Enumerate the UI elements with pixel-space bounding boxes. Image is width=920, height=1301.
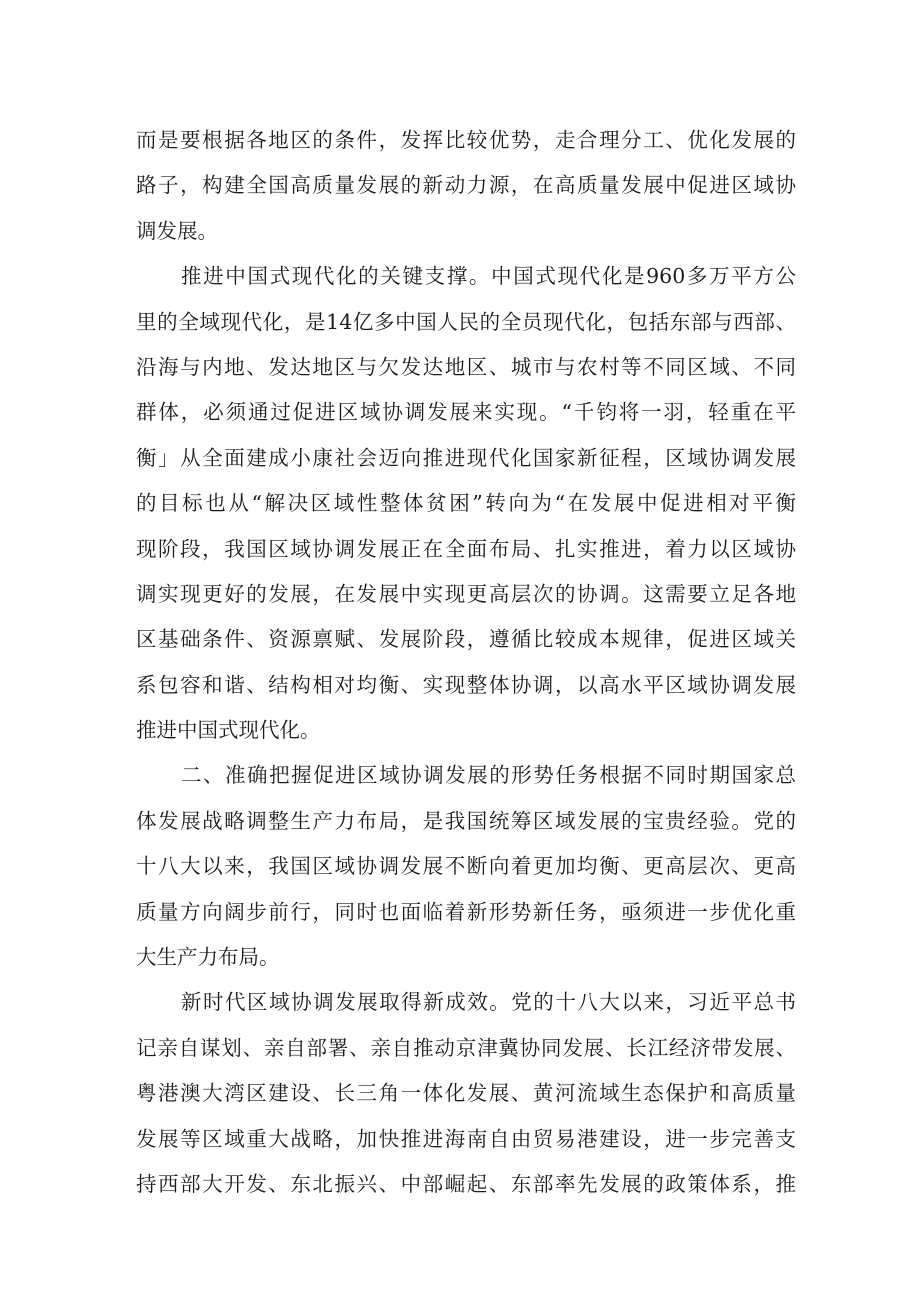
text-line: 路子，构建全国高质量发展的新动力源，在高质量发展中促进区域协	[136, 173, 796, 198]
paragraph	[136, 753, 796, 980]
text-line: 现阶段，我国区域协调发展正在全面布局、扎实推进，着力以区域协	[136, 536, 796, 561]
body-text	[136, 118, 796, 1207]
text-line: 沿海与内地、发达地区与欠发达地区、城市与农村等不同区域、不同	[136, 354, 796, 379]
text-line: 推进中国式现代化。	[136, 718, 321, 743]
text-line: 衡」从全面建成小康社会迈向推进现代化国家新征程，区域协调发展	[136, 445, 796, 470]
text-line: 二、准确把握促进区域协调发展的形势任务根据不同时期国家总	[181, 763, 796, 788]
text-line: 区基础条件、资源禀赋、发展阶段，遵循比较成本规律，促进区域关	[136, 627, 796, 652]
text-line: 系包容和谐、结构相对均衡、实现整体协调，以高水平区域协调发展	[136, 672, 796, 697]
paragraph	[136, 254, 796, 753]
text-line: 的目标也从“解决区域性整体贫困”转向为“在发展中促进相对平衡	[136, 491, 796, 516]
text-line: 体发展战略调整生产力布局，是我国统筹区域发展的宝贵经验。党的	[136, 808, 796, 833]
text-line: 推进中国式现代化的关键支撑。中国式现代化是960多万平方公	[181, 264, 796, 289]
text-line: 群体，必须通过促进区域协调发展来实现。“千钧将一羽，轻重在平	[136, 400, 796, 425]
text-line: 新时代区域协调发展取得新成效。党的十八大以来，习近平总书	[181, 990, 796, 1015]
text-line: 而是要根据各地区的条件，发挥比较优势，走合理分工、优化发展的	[136, 128, 796, 152]
text-line: 粤港澳大湾区建设、长三角一体化发展、黄河流域生态保护和高质量	[136, 1081, 796, 1106]
text-line: 发展等区域重大战略，加快推进海南自由贸易港建设，进一步完善支	[136, 1126, 796, 1151]
text-line: 大生产力布局。	[136, 945, 280, 970]
text-line: 质量方向阔步前行，同时也面临着新形势新任务，亟须进一步优化重	[136, 899, 796, 924]
text-line: 调发展。	[136, 218, 218, 243]
paragraph	[136, 980, 796, 1207]
text-line: 调实现更好的发展，在发展中实现更高层次的协调。这需要立足各地	[136, 581, 796, 606]
text-line: 十八大以来，我国区域协调发展不断向着更加均衡、更高层次、更高	[136, 854, 796, 879]
text-line: 记亲自谋划、亲自部署、亲自推动京津冀协同发展、长江经济带发展、	[136, 1035, 796, 1060]
text-line: 里的全域现代化，是14亿多中国人民的全员现代化，包括东部与西部、	[136, 309, 796, 334]
text-line: 持西部大开发、东北振兴、中部崛起、东部率先发展的政策体系，推	[136, 1171, 796, 1196]
paragraph	[136, 118, 796, 254]
